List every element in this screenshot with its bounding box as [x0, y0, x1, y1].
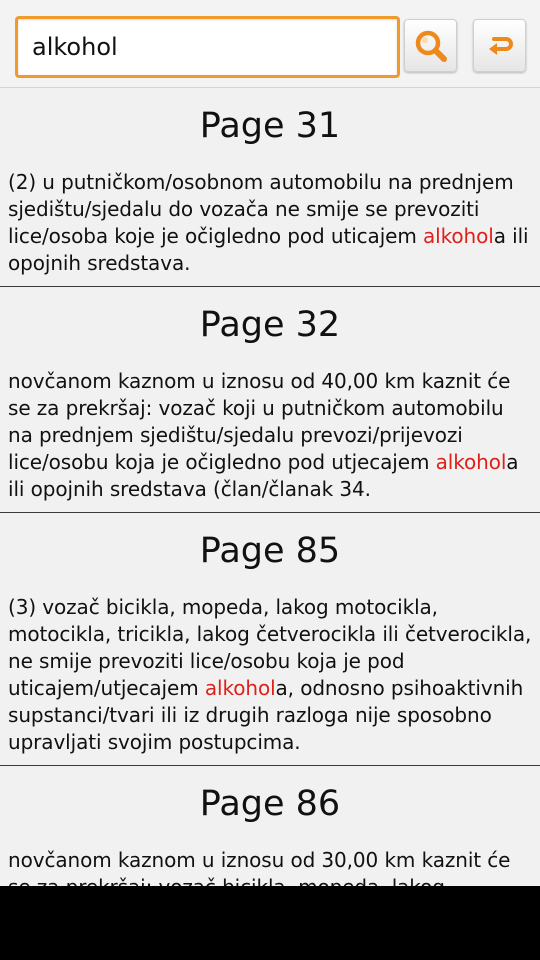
- snippet-text: novčanom kaznom u iznosu od 30,00 km kaznit će: [8, 848, 511, 872]
- result-page-title: Page 31: [199, 106, 341, 146]
- result-page-title: Page 85: [199, 531, 341, 571]
- magnifier-icon: [413, 28, 449, 64]
- system-nav-bar: [0, 886, 540, 960]
- snippet-match: alkohol: [204, 676, 276, 700]
- search-results-list: [0, 88, 540, 886]
- back-button[interactable]: [473, 19, 526, 72]
- snippet-match: alkohol: [423, 224, 494, 248]
- snippet-text: a ili opojnih sredstava (član/članak 34.: [8, 450, 519, 501]
- snippet-match: alkohol: [435, 450, 507, 474]
- result-page-title: Page 32: [199, 305, 341, 345]
- search-button[interactable]: [404, 19, 457, 72]
- snippet-text: (2) u putničkom/osobnom automobilu na prednjem sjedištu/sjedalu do vozača ne smije se prevoziti lice/osoba koje je očigledno pod uticajem: [8, 170, 514, 248]
- search-toolbar: [0, 0, 540, 88]
- result-item[interactable]: [0, 513, 540, 766]
- result-snippet: [8, 169, 532, 277]
- result-item[interactable]: [0, 287, 540, 513]
- result-item[interactable]: [0, 88, 540, 287]
- return-arrow-icon: [485, 31, 515, 61]
- result-page-title: Page 86: [199, 784, 341, 824]
- snippet-text: a, odnosno psihoaktivnih supstanci/tvari ili iz drugih razloga nije sposobno upravljati svojim postupcima.: [8, 676, 524, 754]
- search-input[interactable]: [15, 16, 400, 78]
- snippet-text: a ili opojnih sredstava.: [8, 224, 529, 275]
- snippet-text: novčanom kaznom u iznosu od 40,00 km kaznit će se za prekršaj: vozač koji u putničkom automobilu na prednjem sjedištu/sjedalu prevozi/prijevozi lice/osobu koja je očigledno pod utjecajem: [8, 369, 511, 474]
- snippet-text: (3) vozač bicikla, mopeda, lakog motocikla, motocikla, tricikla, lakog četverocikla ili četverocikla, ne smije prevoziti lice/osobu koja je pod uticajem/utjecajem: [8, 595, 532, 700]
- result-snippet: [8, 594, 532, 756]
- result-snippet: [8, 368, 532, 503]
